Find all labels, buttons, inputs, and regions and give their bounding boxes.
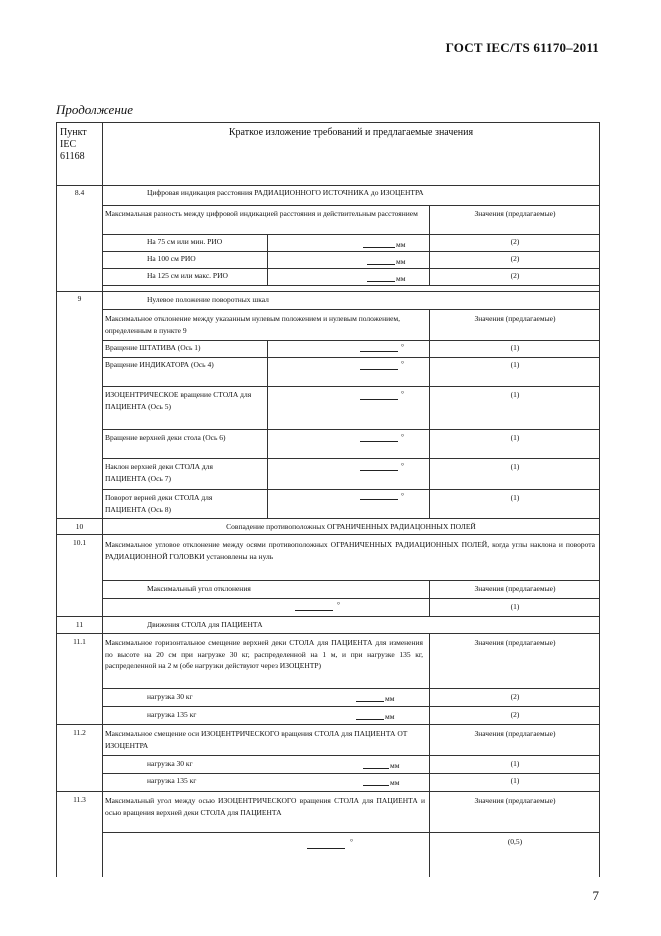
row-divider [102,773,599,774]
values-label: Значения (предлагаемые) [474,796,556,805]
section-title: Совпадение противоположных ОГРАНИЧЕННЫХ РАДИАЦОННЫХ ПОЛЕЙ [226,522,476,531]
section-description: Максимальная разность между цифровой индикацией расстояния и действительным расстоянием [105,209,418,218]
section-title: Нулевое положение поворотных шкал [147,295,269,304]
input-blank [367,281,395,282]
section-number: 9 [77,294,82,303]
row-divider [102,580,599,581]
row-divider [102,429,599,430]
value: (2) [510,710,520,719]
unit: ° [401,432,404,441]
section-number: 11 [75,620,84,629]
col1-header: Пункт IEC 61168 [60,127,87,162]
value: (2) [510,254,520,263]
value: (2) [510,237,520,246]
value: (0,5) [507,837,523,846]
section-description: Максимальное угловое отклонение между осями противоположных ОГРАНИЧЕННЫХ РАДИАЦИОННЫХ ПОЛЕЙ, когда углы наклона и поворота РАДИАЦИОННОЙ ГОЛОВКИ установлены на нуль [105,540,595,561]
input-blank [363,785,389,786]
input-blank [295,610,333,611]
column-divider [429,205,430,285]
input-blank [356,719,384,720]
row-divider [102,688,599,689]
value: (1) [510,776,520,785]
unit: ° [401,342,404,351]
row-divider [102,489,599,490]
document-id: ГОСТ IEC/TS 61170–2011 [445,40,599,55]
input-blank [307,848,345,849]
value: (1) [510,759,520,768]
value: (1) [510,602,520,611]
input-blank [360,399,398,400]
row-divider [102,458,599,459]
row-divider [57,616,599,617]
section-description: Максимальное горизонтальное смещение верхней деки СТОЛА для ПАЦИЕНТА для изменения по высоте на 20 см при нагрузке 30 кг, распределенной на 1 м, и при нагрузке 135 кг, распределенной на 2 м (обе нагрузки действуют через ИЗОЦЕНТР) [105,638,423,670]
requirements-table [56,122,600,877]
unit: ° [337,600,340,609]
row-divider [57,633,599,634]
row-label: На 125 см или макс. РИО [147,271,228,280]
values-label: Значения (предлагаемые) [474,314,556,323]
value: (1) [510,493,520,502]
section-title: Цифровая индикация расстояния РАДИАЦИОННОГО ИСТОЧНИКА до ИЗОЦЕНТРА [147,188,424,197]
row-label: На 75 см или мин. РИО [147,237,223,246]
row-divider [102,386,599,387]
row-label: ИЗОЦЕНТРИЧЕСКОЕ вращение СТОЛА для ПАЦИЕНТА (Ось 5) [105,390,252,411]
row-label: Вращение верхней деки стола (Ось 6) [105,433,226,442]
section-number: 11.1 [73,637,86,646]
unit: ° [401,461,404,470]
row-label: нагрузка 30 кг [147,692,193,701]
section-description: Максимальное смещение оси ИЗОЦЕНТРИЧЕСКОГО вращения СТОЛА для ПАЦИЕНТА ОТ ИЗОЦЕНТРА [105,729,408,750]
row-divider [57,791,599,792]
input-blank [363,247,395,248]
unit: ° [401,491,404,500]
row-divider [102,205,599,206]
section-number: 10.1 [72,538,87,547]
row-label: Наклон верхней деки СТОЛА для ПАЦИЕНТА (Ось 7) [105,462,213,483]
row-label: нагрузка 135 кг [147,776,197,785]
row-divider [102,309,599,310]
value: (1) [510,462,520,471]
input-blank [360,369,398,370]
section-title: Движения СТОЛА для ПАЦИЕНТА [147,620,263,629]
value: (2) [510,692,520,701]
row-label: Вращение ИНДИКАТОРА (Ось 4) [105,360,214,369]
unit: ° [401,359,404,368]
column-divider [102,123,103,877]
row-label: нагрузка 135 кг [147,710,197,719]
unit: мм [390,761,400,770]
row-divider [102,251,599,252]
values-label: Значения (предлагаемые) [474,638,556,647]
angle-label: Максимальный угол отклонения [147,584,251,593]
section-description: Максимальный угол между осью ИЗОЦЕНТРИЧЕСКОГО вращения СТОЛА для ПАЦИЕНТА и осью вращения верхней деки СТОЛА для ПАЦИЕНТА [105,796,425,817]
page-number: 7 [592,888,599,903]
unit: мм [396,240,406,249]
row-divider [102,285,599,286]
column-divider [429,633,430,724]
row-divider [102,268,599,269]
row-divider [102,234,599,235]
row-label: Вращение ШТАТИВА (Ось 1) [105,343,201,352]
row-divider [102,755,599,756]
section-number: 11.3 [73,795,86,804]
values-label: Значения (предлагаемые) [474,209,556,218]
continuation-label: Продолжение [56,102,134,117]
input-blank [360,499,398,500]
column-divider [429,724,430,791]
row-divider [57,534,599,535]
row-divider [102,340,599,341]
row-divider [57,291,599,292]
section-description: Максимальное отклонение между указанным нулевым положением и нулевым положением, определенным в пункте 9 [105,314,401,335]
value: (2) [510,271,520,280]
input-blank [367,264,395,265]
row-divider [102,832,599,833]
row-label: нагрузка 30 кг [147,759,193,768]
value: (1) [510,433,520,442]
unit: мм [396,257,406,266]
unit: мм [385,694,395,703]
section-number: 11.2 [73,728,86,737]
value: (1) [510,343,520,352]
row-divider [102,598,599,599]
unit: ° [350,837,353,846]
row-divider [57,518,599,519]
value: (1) [510,390,520,399]
input-blank [356,701,384,702]
row-label: На 100 см РИО [147,254,196,263]
section-number: 10 [75,522,84,531]
column-divider [429,791,430,877]
input-blank [360,351,398,352]
input-blank [363,768,389,769]
row-divider [57,185,599,186]
row-divider [102,706,599,707]
input-blank [360,470,398,471]
row-divider [102,357,599,358]
values-label: Значения (предлагаемые) [474,584,556,593]
section-number: 8.4 [74,188,85,197]
column-divider [267,234,268,285]
input-blank [360,441,398,442]
col2-header: Краткое изложение требований и предлагаемые значения [228,127,474,138]
unit: мм [390,778,400,787]
unit: ° [401,389,404,398]
row-divider [57,724,599,725]
value: (1) [510,360,520,369]
values-label: Значения (предлагаемые) [474,729,556,738]
unit: мм [385,712,395,721]
unit: мм [396,274,406,283]
row-label: Поворот верней деки СТОЛА для ПАЦИЕНТА (Ось 8) [105,493,213,514]
